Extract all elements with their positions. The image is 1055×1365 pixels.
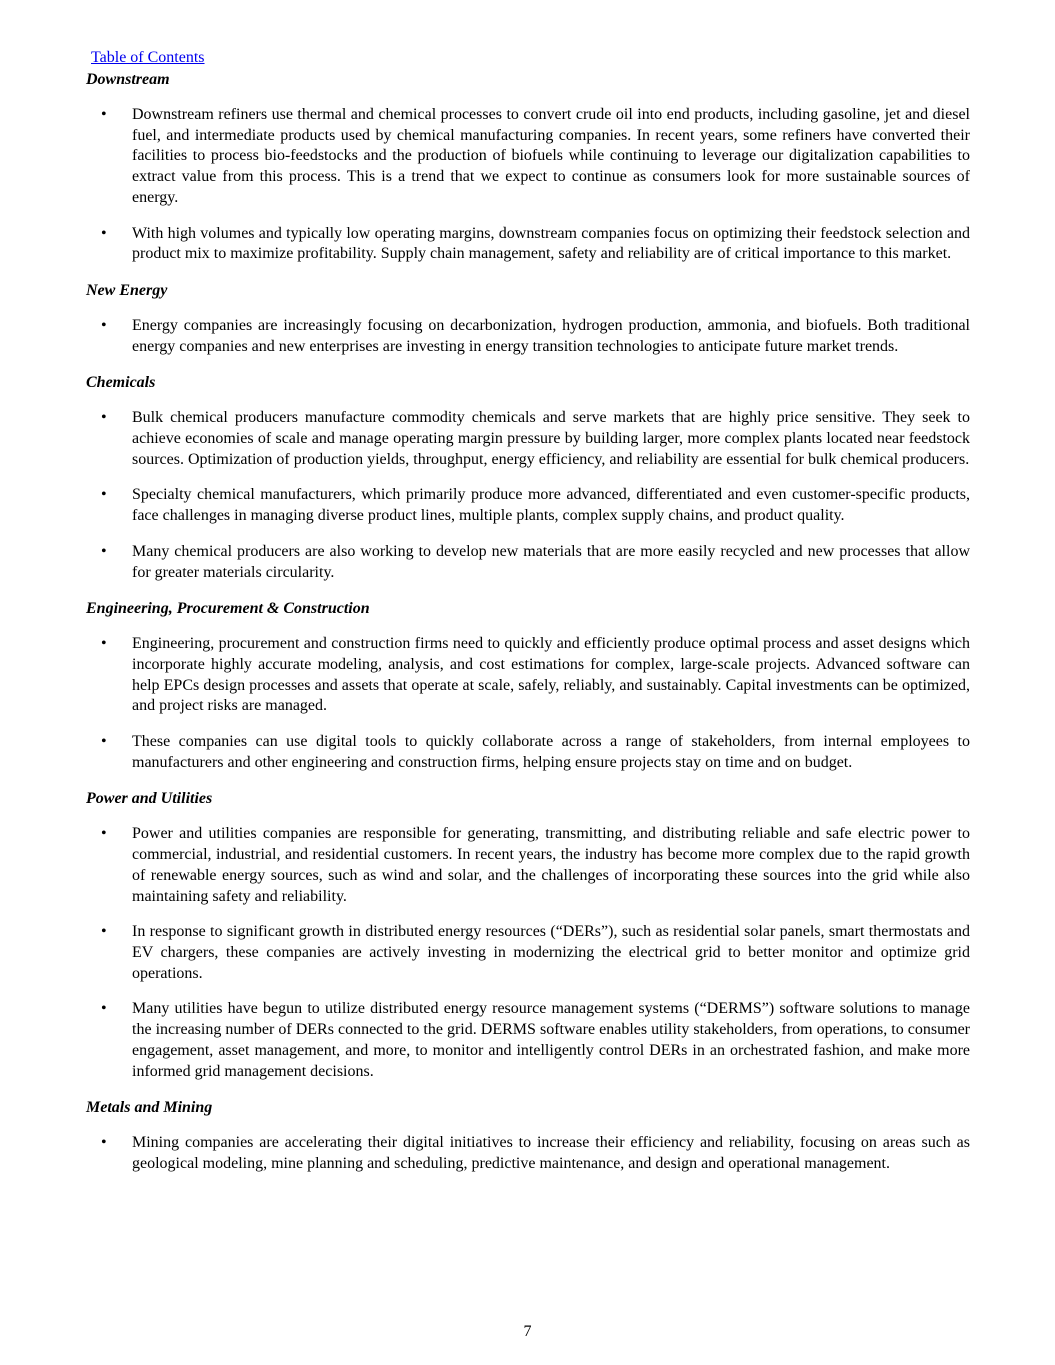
list-item xyxy=(86,1133,970,1174)
bullet-text: These companies can use digital tools to quickly collaborate across a range of stakeholders, from internal employees to manufacturers and other engineering and construction firms, helping ensure projects stay on time and on budget. xyxy=(132,733,970,771)
bullet-text: Many chemical producers are also working to develop new materials that are more easily recycled and new processes that allow for greater materials circularity. xyxy=(132,542,970,581)
bullet-icon: • xyxy=(101,923,107,941)
table-of-contents-link[interactable]: Table of Contents xyxy=(91,49,205,66)
list-item xyxy=(86,224,970,265)
bullet-text: Engineering, procurement and construction firms need to quickly and efficiently produce optimal process and asset designs which incorporate highly accurate modeling, analysis, and cost estimations for complex, large-scale projects. Advanced software can help EPCs design processes and assets that operate at scale, safely, reliably, and sustainably. Capital investments can be optimized, and project risks are managed. xyxy=(132,635,970,715)
bullet-icon: • xyxy=(101,542,107,560)
bullet-icon: • xyxy=(101,825,107,843)
bullet-icon: • xyxy=(101,316,107,334)
section-heading-power-utilities: Power and Utilities xyxy=(86,790,213,808)
list-item xyxy=(86,732,970,773)
bullet-icon: • xyxy=(101,486,107,504)
document-body xyxy=(86,69,970,1190)
page-number: 7 xyxy=(523,1323,532,1340)
bullet-text: Downstream refiners use thermal and chemical processes to convert crude oil into end products, including gasoline, jet and diesel fuel, and intermediate products used by chemical manufacturing companies. In recent years, some refiners have converted their facilities to process bio-feedstocks and the production of biofuels while continuing to leverage our digitalization capabilities to extract value from this process. This is a trend that we expect to continue as consumers look for more sustainable sources of energy. xyxy=(132,106,970,206)
bullet-text: Many utilities have begun to utilize distributed energy resource management systems (“DERMS”) software solutions to manage the increasing number of DERs connected to the grid. DERMS software enables utility stakeholders, from operations, to consumer engagement, asset management, and more, to monitor and intelligently control DERs in an orchestrated fashion, and make more informed grid management decisions. xyxy=(132,1000,970,1080)
bullet-icon: • xyxy=(101,733,107,751)
section-heading-chemicals: Chemicals xyxy=(86,374,156,392)
list-item xyxy=(86,922,970,984)
bullet-icon: • xyxy=(101,1000,107,1018)
bullet-text: Power and utilities companies are responsible for generating, transmitting, and distributing reliable and safe electric power to commercial, industrial, and residential customers. In recent years, the industry has become more complex due to the rapid growth of renewable energy sources, such as wind and solar, and the challenges of incorporating these sources into the grid while also maintaining safety and reliability. xyxy=(132,825,970,905)
bullet-text: Bulk chemical producers manufacture commodity chemicals and serve markets that are highly price sensitive. They seek to achieve economies of scale and manage operating margin pressure by building larger, more complex plants located near feedstock sources. Optimization of production yields, throughput, energy efficiency, and reliability are essential for bulk chemical producers. xyxy=(132,409,970,468)
bullet-text: In response to significant growth in distributed energy resources (“DERs”), such as residential solar panels, smart thermostats and EV chargers, these companies are actively investing in modernizing the electrical grid to better monitor and optimize grid operations. xyxy=(132,923,970,982)
bullet-text: Specialty chemical manufacturers, which primarily produce more advanced, differentiated and even customer-specific products, face challenges in managing diverse product lines, multiple plants, complex supply chains, and product quality. xyxy=(132,486,970,525)
list-item xyxy=(86,542,970,583)
list-item xyxy=(86,408,970,470)
list-item xyxy=(86,316,970,357)
bullet-text: Energy companies are increasingly focusing on decarbonization, hydrogen production, ammonia, and biofuels. Both traditional energy companies and new enterprises are investing in energy transition technologies to anticipate future market trends. xyxy=(132,316,970,355)
section-heading-metals-mining: Metals and Mining xyxy=(86,1099,213,1117)
bullet-icon: • xyxy=(101,1134,107,1152)
bullet-icon: • xyxy=(101,106,107,123)
list-item xyxy=(86,105,970,209)
bullet-icon: • xyxy=(101,635,107,653)
bullet-text: Mining companies are accelerating their digital initiatives to increase their efficiency and reliability, focusing on areas such as geological modeling, mine planning and scheduling, predictive maintenance, and design and operational management. xyxy=(132,1134,970,1172)
section-heading-new-energy: New Energy xyxy=(86,281,168,299)
section-heading-downstream: Downstream xyxy=(86,71,170,88)
bullet-text: With high volumes and typically low operating margins, downstream companies focus on optimizing their feedstock selection and product mix to maximize profitability. Supply chain management, safety and reliability are of critical importance to this market. xyxy=(132,224,970,263)
list-item xyxy=(86,634,970,717)
bullet-icon: • xyxy=(101,409,107,427)
list-item xyxy=(86,485,970,526)
section-heading-epc: Engineering, Procurement & Construction xyxy=(86,600,370,618)
list-item xyxy=(86,999,970,1082)
bullet-icon: • xyxy=(101,224,107,242)
list-item xyxy=(86,824,970,907)
